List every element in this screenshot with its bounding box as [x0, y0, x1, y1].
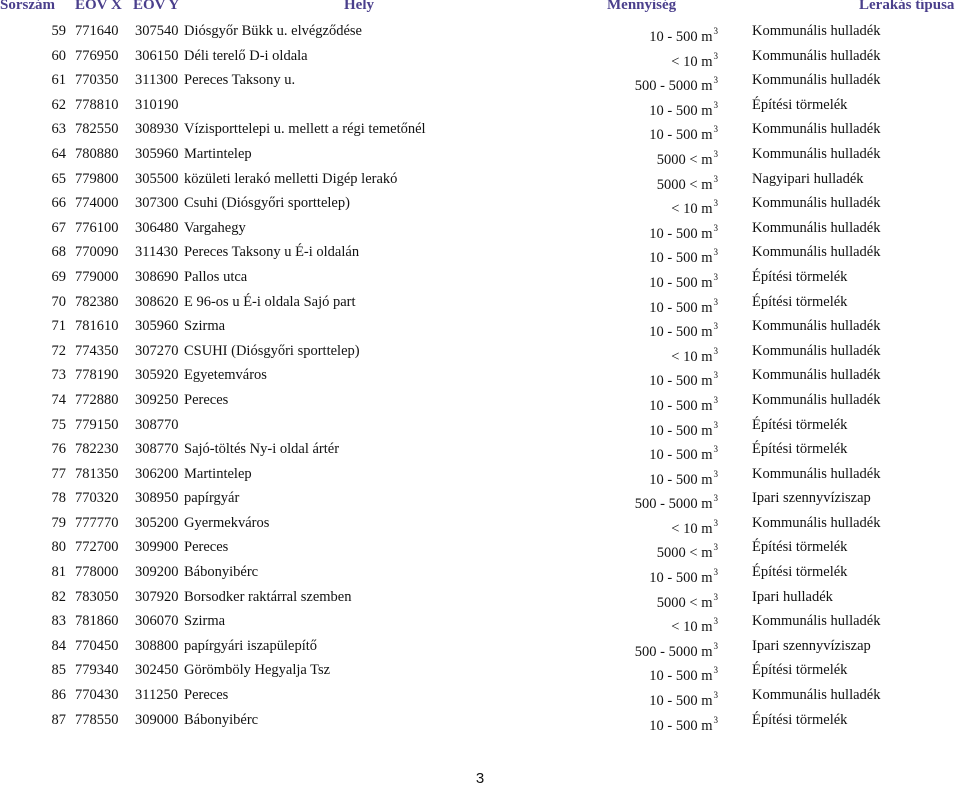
row-eov-y: 309900: [135, 539, 179, 556]
row-mennyiseg-value: 10 - 500 m: [649, 447, 713, 464]
row-mennyiseg-exponent: 3: [713, 493, 718, 504]
row-mennyiseg-exponent: 3: [713, 75, 718, 86]
row-hely: Szirma: [184, 613, 226, 630]
row-eov-x: 772880: [75, 391, 119, 408]
row-eov-x: 781610: [75, 318, 119, 335]
row-hely: Déli terelő D-i oldala: [184, 47, 308, 64]
row-eov-y: 305960: [135, 145, 179, 162]
row-eov-x: 771640: [75, 23, 119, 39]
row-mennyiseg: [560, 194, 718, 218]
row-hely: Vízisporttelepi u. mellett a régi temetőnél: [184, 121, 426, 138]
row-sorszam: 59: [51, 23, 66, 39]
row-mennyiseg-exponent: 3: [713, 296, 718, 307]
table-row: [0, 68, 960, 93]
row-mennyiseg-exponent: 3: [713, 271, 718, 282]
row-mennyiseg-value: < 10 m: [671, 201, 713, 218]
row-hely: Pereces: [184, 391, 229, 408]
table-body: [0, 19, 960, 732]
row-sorszam: 82: [51, 588, 66, 605]
row-sorszam: 71: [51, 318, 66, 335]
row-mennyiseg: [560, 170, 718, 194]
row-eov-y: 311300: [135, 72, 178, 89]
table-row: [0, 560, 960, 585]
row-sorszam: 62: [51, 96, 66, 113]
row-sorszam: 79: [51, 514, 66, 531]
row-eov-x: 770090: [75, 244, 119, 261]
table-row: [0, 167, 960, 192]
page-number: 3: [475, 770, 485, 787]
table-row: [0, 511, 960, 536]
row-mennyiseg-value: 10 - 500 m: [649, 422, 713, 439]
table-row: [0, 437, 960, 462]
row-eov-x: 782380: [75, 293, 119, 310]
table-row: [0, 265, 960, 290]
row-mennyiseg-value: < 10 m: [671, 53, 713, 70]
row-lerakas-tipusa: Építési törmelék: [752, 564, 848, 581]
row-sorszam: 78: [51, 490, 66, 507]
row-sorszam: 74: [51, 391, 66, 408]
row-hely: Pallos utca: [184, 268, 248, 285]
row-eov-x: 783050: [75, 588, 119, 605]
row-mennyiseg-value: 500 - 5000 m: [634, 643, 713, 660]
table-row: [0, 462, 960, 487]
row-mennyiseg-exponent: 3: [713, 222, 718, 233]
table-row: [0, 216, 960, 241]
row-lerakas-tipusa: Kommunális hulladék: [752, 145, 881, 162]
row-mennyiseg-exponent: 3: [713, 370, 718, 381]
row-sorszam: 60: [51, 47, 66, 64]
table-row: [0, 413, 960, 438]
row-eov-y: 305960: [135, 318, 179, 335]
row-eov-y: 308690: [135, 268, 179, 285]
row-mennyiseg: [560, 22, 718, 46]
row-mennyiseg: [560, 538, 718, 562]
row-lerakas-tipusa: Kommunális hulladék: [752, 244, 881, 261]
row-lerakas-tipusa: Ipari hulladék: [752, 588, 833, 605]
row-sorszam: 67: [51, 219, 66, 236]
row-mennyiseg: [560, 588, 718, 612]
row-eov-y: 306480: [135, 219, 179, 236]
row-sorszam: 86: [51, 687, 66, 704]
row-hely: Bábonyibérc: [184, 711, 259, 728]
row-eov-y: 308950: [135, 490, 179, 507]
row-mennyiseg-value: < 10 m: [671, 348, 713, 365]
row-mennyiseg-value: 10 - 500 m: [649, 102, 713, 119]
row-eov-y: 308770: [135, 416, 179, 433]
row-hely: papírgyár: [184, 490, 240, 507]
row-eov-y: 308620: [135, 293, 179, 310]
row-hely: Gyermekváros: [184, 514, 270, 531]
table-row: [0, 658, 960, 683]
row-lerakas-tipusa: Kommunális hulladék: [752, 72, 881, 89]
row-hely: Martintelep: [184, 465, 252, 482]
row-eov-y: 307270: [135, 342, 179, 359]
row-mennyiseg: [560, 366, 718, 390]
row-mennyiseg-exponent: 3: [713, 444, 718, 455]
row-lerakas-tipusa: Kommunális hulladék: [752, 687, 881, 704]
row-hely: Bábonyibérc: [184, 564, 259, 581]
row-eov-x: 779340: [75, 662, 119, 679]
row-eov-x: 777770: [75, 514, 119, 531]
row-lerakas-tipusa: Építési törmelék: [752, 268, 848, 285]
row-mennyiseg-exponent: 3: [713, 198, 718, 209]
row-sorszam: 75: [51, 416, 66, 433]
table-row: [0, 44, 960, 69]
row-mennyiseg-exponent: 3: [713, 640, 718, 651]
row-eov-x: 779000: [75, 268, 119, 285]
row-mennyiseg-exponent: 3: [713, 567, 718, 578]
row-mennyiseg: [560, 612, 718, 636]
row-eov-y: 307920: [135, 588, 179, 605]
row-hely: Pereces: [184, 687, 229, 704]
row-hely: Pereces Taksony u É-i oldalán: [184, 244, 360, 261]
row-lerakas-tipusa: Kommunális hulladék: [752, 367, 881, 384]
table-row: [0, 708, 960, 733]
row-mennyiseg: [560, 145, 718, 169]
row-lerakas-tipusa: Ipari szennyvíziszap: [752, 637, 871, 654]
row-mennyiseg-exponent: 3: [713, 690, 718, 701]
row-mennyiseg: [560, 342, 718, 366]
row-mennyiseg: [560, 637, 718, 661]
row-mennyiseg-exponent: 3: [713, 124, 718, 135]
row-eov-y: 309000: [135, 711, 179, 728]
table-row: [0, 609, 960, 634]
row-lerakas-tipusa: Kommunális hulladék: [752, 47, 881, 64]
row-sorszam: 85: [51, 662, 66, 679]
row-mennyiseg-exponent: 3: [713, 419, 718, 430]
row-lerakas-tipusa: Építési törmelék: [752, 662, 848, 679]
row-eov-x: 774000: [75, 195, 119, 212]
table-row: [0, 240, 960, 265]
row-sorszam: 66: [51, 195, 66, 212]
row-mennyiseg-exponent: 3: [713, 173, 718, 184]
row-mennyiseg: [560, 219, 718, 243]
row-hely: Martintelep: [184, 145, 252, 162]
row-sorszam: 73: [51, 367, 66, 384]
row-hely: Sajó-töltés Ny-i oldal ártér: [184, 441, 340, 458]
row-mennyiseg-value: 500 - 5000 m: [634, 496, 713, 513]
row-eov-x: 770430: [75, 687, 119, 704]
row-hely: Pereces: [184, 539, 229, 556]
row-hely: Pereces Taksony u.: [184, 72, 296, 89]
row-mennyiseg-value: 10 - 500 m: [649, 274, 713, 291]
row-mennyiseg: [560, 243, 718, 267]
row-lerakas-tipusa: Kommunális hulladék: [752, 514, 881, 531]
row-eov-y: 307300: [135, 195, 179, 212]
row-eov-y: 308770: [135, 441, 179, 458]
table-row: [0, 388, 960, 413]
row-sorszam: 87: [51, 711, 66, 728]
row-mennyiseg-exponent: 3: [713, 517, 718, 528]
row-eov-x: 782550: [75, 121, 119, 138]
row-lerakas-tipusa: Építési törmelék: [752, 711, 848, 728]
row-eov-y: 311430: [135, 244, 178, 261]
row-eov-x: 781860: [75, 613, 119, 630]
row-hely: papírgyári iszapülepítő: [184, 637, 318, 654]
table-row: [0, 585, 960, 610]
row-sorszam: 61: [51, 72, 66, 89]
table-row: [0, 142, 960, 167]
row-lerakas-tipusa: Építési törmelék: [752, 416, 848, 433]
row-sorszam: 68: [51, 244, 66, 261]
header-eov-y: EOV Y: [133, 0, 180, 13]
row-sorszam: 63: [51, 121, 66, 138]
row-eov-x: 774350: [75, 342, 119, 359]
header-sorszam: Sorszám: [0, 0, 55, 13]
row-mennyiseg: [560, 96, 718, 120]
row-sorszam: 64: [51, 145, 66, 162]
row-mennyiseg-exponent: 3: [713, 148, 718, 159]
row-mennyiseg-value: 10 - 500 m: [649, 250, 713, 267]
table-row: [0, 290, 960, 315]
row-hely: közületi lerakó melletti Digép lerakó: [184, 170, 398, 187]
row-eov-x: 772700: [75, 539, 119, 556]
row-mennyiseg-exponent: 3: [713, 345, 718, 356]
header-lerakas-tipusa: Lerakás típusa: [859, 0, 955, 13]
row-mennyiseg-exponent: 3: [713, 394, 718, 405]
row-mennyiseg: [560, 489, 718, 513]
row-mennyiseg-value: < 10 m: [671, 619, 713, 636]
row-mennyiseg: [560, 293, 718, 317]
row-mennyiseg: [560, 47, 718, 71]
row-eov-x: 778810: [75, 96, 119, 113]
row-eov-y: 305920: [135, 367, 179, 384]
row-hely: E 96-os u É-i oldala Sajó part: [184, 293, 356, 310]
row-eov-y: 308800: [135, 637, 179, 654]
table-header: [0, 0, 960, 17]
row-sorszam: 81: [51, 564, 66, 581]
row-lerakas-tipusa: Kommunális hulladék: [752, 391, 881, 408]
row-mennyiseg: [560, 661, 718, 685]
row-mennyiseg-exponent: 3: [713, 714, 718, 725]
row-mennyiseg: [560, 317, 718, 341]
row-lerakas-tipusa: Nagyipari hulladék: [752, 170, 864, 187]
row-eov-x: 770450: [75, 637, 119, 654]
row-hely: Borsodker raktárral szemben: [184, 588, 352, 605]
row-eov-y: 306200: [135, 465, 179, 482]
row-mennyiseg: [560, 391, 718, 415]
table-row: [0, 19, 960, 44]
row-eov-x: 778000: [75, 564, 119, 581]
row-eov-x: 778550: [75, 711, 119, 728]
row-mennyiseg-value: 5000 < m: [656, 545, 713, 562]
row-mennyiseg: [560, 416, 718, 440]
row-mennyiseg-value: < 10 m: [671, 520, 713, 537]
table-row: [0, 314, 960, 339]
row-lerakas-tipusa: Kommunális hulladék: [752, 23, 881, 39]
row-mennyiseg-value: 500 - 5000 m: [634, 78, 713, 95]
row-mennyiseg-exponent: 3: [713, 321, 718, 332]
row-hely: Egyetemváros: [184, 367, 267, 384]
row-mennyiseg-value: 5000 < m: [656, 151, 713, 168]
row-eov-x: 779800: [75, 170, 119, 187]
row-hely: Szirma: [184, 318, 226, 335]
row-mennyiseg: [560, 686, 718, 710]
row-mennyiseg-value: 10 - 500 m: [649, 471, 713, 488]
row-eov-y: 305200: [135, 514, 179, 531]
row-eov-y: 308930: [135, 121, 179, 138]
row-hely: Diósgyőr Bükk u. elvégződése: [184, 23, 362, 39]
row-eov-x: 780880: [75, 145, 119, 162]
row-lerakas-tipusa: Kommunális hulladék: [752, 613, 881, 630]
row-mennyiseg-exponent: 3: [713, 591, 718, 602]
table-row: [0, 191, 960, 216]
row-mennyiseg: [560, 563, 718, 587]
row-mennyiseg: [560, 465, 718, 489]
row-eov-y: 306070: [135, 613, 179, 630]
row-eov-x: 770350: [75, 72, 119, 89]
row-eov-y: 302450: [135, 662, 179, 679]
row-mennyiseg: [560, 268, 718, 292]
row-mennyiseg: [560, 120, 718, 144]
row-lerakas-tipusa: Kommunális hulladék: [752, 318, 881, 335]
row-mennyiseg-exponent: 3: [713, 542, 718, 553]
row-eov-x: 776100: [75, 219, 119, 236]
header-eov-x: EOV X: [75, 0, 122, 13]
row-mennyiseg-value: 10 - 500 m: [649, 668, 713, 685]
row-lerakas-tipusa: Kommunális hulladék: [752, 195, 881, 212]
row-mennyiseg-value: 10 - 500 m: [649, 127, 713, 144]
row-mennyiseg: [560, 514, 718, 538]
row-eov-y: 306150: [135, 47, 179, 64]
row-mennyiseg-exponent: 3: [713, 468, 718, 479]
table-row: [0, 339, 960, 364]
row-lerakas-tipusa: Építési törmelék: [752, 96, 848, 113]
table-row: [0, 363, 960, 388]
row-sorszam: 83: [51, 613, 66, 630]
row-eov-x: 782230: [75, 441, 119, 458]
row-mennyiseg-exponent: 3: [713, 99, 718, 110]
row-sorszam: 84: [51, 637, 66, 654]
row-eov-x: 779150: [75, 416, 119, 433]
row-sorszam: 70: [51, 293, 66, 310]
row-hely: CSUHI (Diósgyőri sporttelep): [184, 342, 360, 359]
row-sorszam: 65: [51, 170, 66, 187]
row-eov-x: 770320: [75, 490, 119, 507]
row-eov-x: 778190: [75, 367, 119, 384]
row-mennyiseg-exponent: 3: [713, 247, 718, 258]
row-sorszam: 69: [51, 268, 66, 285]
row-mennyiseg-value: 10 - 500 m: [649, 570, 713, 587]
row-mennyiseg-exponent: 3: [713, 616, 718, 627]
row-eov-y: 309250: [135, 391, 179, 408]
row-hely: Görömböly Hegyalja Tsz: [184, 662, 331, 679]
row-sorszam: 77: [51, 465, 66, 482]
row-hely: Vargahegy: [184, 219, 246, 236]
row-mennyiseg-exponent: 3: [713, 50, 718, 61]
row-mennyiseg-value: 10 - 500 m: [649, 324, 713, 341]
row-eov-y: 311250: [135, 687, 178, 704]
row-mennyiseg-exponent: 3: [713, 26, 718, 36]
row-eov-y: 309200: [135, 564, 179, 581]
row-lerakas-tipusa: Kommunális hulladék: [752, 219, 881, 236]
row-mennyiseg-exponent: 3: [713, 665, 718, 676]
header-hely: Hely: [344, 0, 374, 13]
row-eov-x: 781350: [75, 465, 119, 482]
row-hely: Csuhi (Diósgyőri sporttelep): [184, 195, 350, 212]
row-mennyiseg-value: 10 - 500 m: [649, 299, 713, 316]
row-lerakas-tipusa: Ipari szennyvíziszap: [752, 490, 871, 507]
row-sorszam: 76: [51, 441, 66, 458]
row-mennyiseg-value: 10 - 500 m: [649, 717, 713, 734]
row-sorszam: 80: [51, 539, 66, 556]
table-row: [0, 486, 960, 511]
row-mennyiseg-value: 10 - 500 m: [649, 373, 713, 390]
table-row: [0, 117, 960, 142]
row-eov-y: 305500: [135, 170, 179, 187]
table-row: [0, 93, 960, 118]
row-lerakas-tipusa: Építési törmelék: [752, 539, 848, 556]
row-mennyiseg-value: 10 - 500 m: [649, 397, 713, 414]
row-mennyiseg: [560, 711, 718, 735]
row-mennyiseg-value: 10 - 500 m: [649, 29, 713, 45]
header-mennyiseg: Mennyiség: [607, 0, 677, 13]
row-mennyiseg-value: 5000 < m: [656, 176, 713, 193]
row-lerakas-tipusa: Kommunális hulladék: [752, 465, 881, 482]
table-row: [0, 535, 960, 560]
row-mennyiseg-value: 10 - 500 m: [649, 693, 713, 710]
row-mennyiseg: [560, 440, 718, 464]
row-mennyiseg-value: 10 - 500 m: [649, 225, 713, 242]
row-sorszam: 72: [51, 342, 66, 359]
table-row: [0, 634, 960, 659]
table-row: [0, 683, 960, 708]
row-eov-x: 776950: [75, 47, 119, 64]
row-lerakas-tipusa: Kommunális hulladék: [752, 342, 881, 359]
row-lerakas-tipusa: Építési törmelék: [752, 293, 848, 310]
row-eov-y: 310190: [135, 96, 179, 113]
row-eov-y: 307540: [135, 23, 179, 39]
row-lerakas-tipusa: Kommunális hulladék: [752, 121, 881, 138]
row-lerakas-tipusa: Építési törmelék: [752, 441, 848, 458]
row-mennyiseg-value: 5000 < m: [656, 594, 713, 611]
row-mennyiseg: [560, 71, 718, 95]
